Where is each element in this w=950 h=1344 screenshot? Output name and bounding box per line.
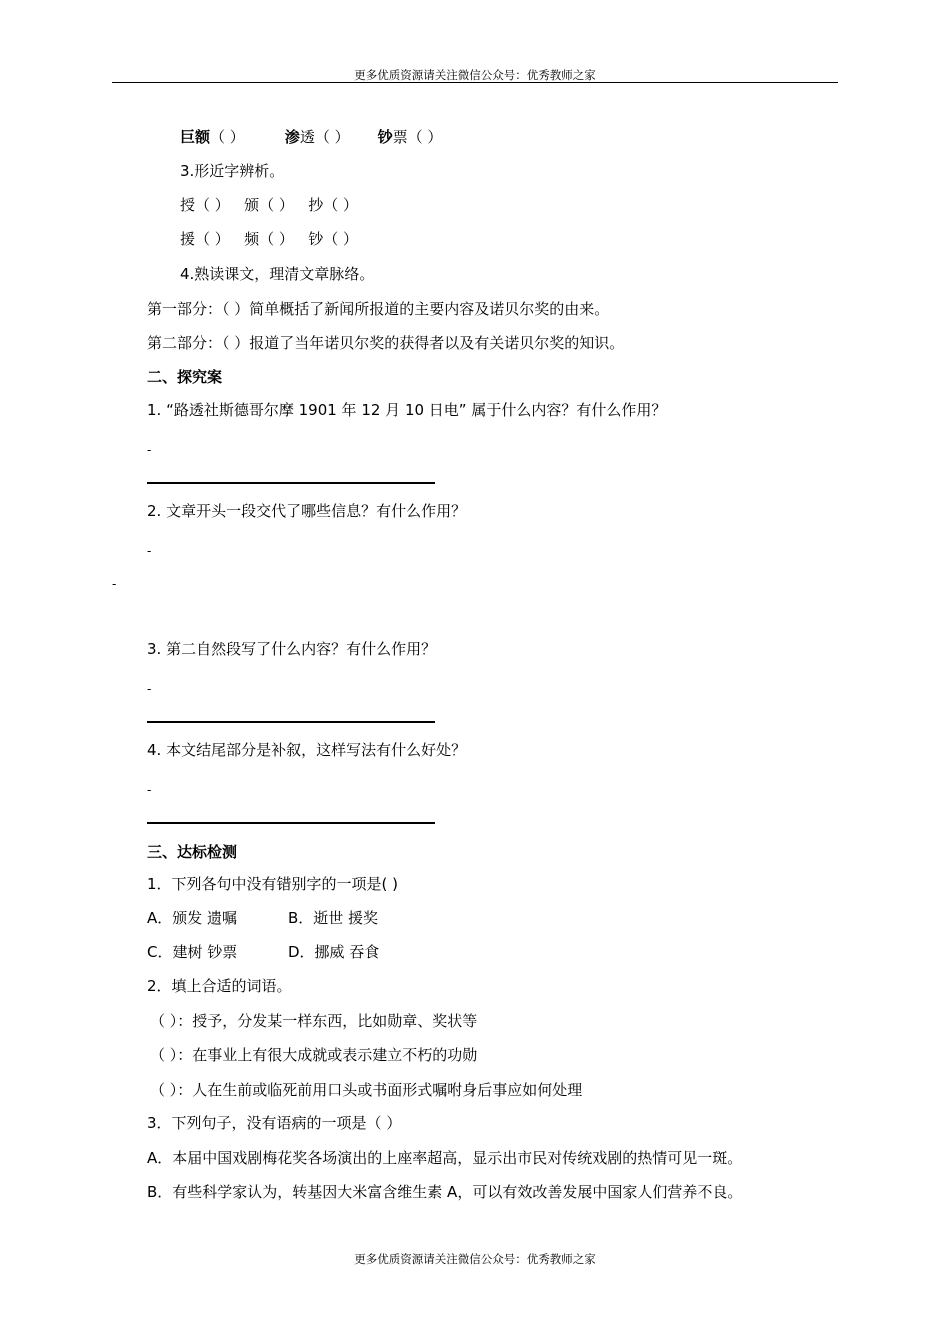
part-2: 第二部分：（ ）报道了当年诺贝尔奖的获得者以及有关诺贝尔奖的知识。 [147,334,625,352]
part-1: 第一部分：（ ）简单概括了新闻所报道的主要内容及诺贝尔奖的由来。 [147,300,610,318]
page-footer: 更多优质资源请关注微信公众号：优秀教师之家 [354,1252,596,1266]
similar-row-1 [180,195,358,215]
pinyin-row [180,127,442,147]
test-q3-option-b: B．有些科学家认为，转基因大米富含维生素 A，可以有效改善发展中国家人们营养不良。 [147,1183,743,1201]
explore-question-3: 3. 第二自然段写了什么内容？有什么作用？ [147,640,437,658]
option-b: B．逝世 援奖 [288,909,379,927]
similar-item: 频（ ） [244,230,294,248]
pinyin-item: 渗透（ ） [284,128,350,146]
answer-dash: - [147,544,152,558]
answer-line [147,822,435,824]
test-q3-option-a: A．本届中国戏剧梅花奖各场演出的上座率超高，显示出市民对传统戏剧的热情可见一斑。 [147,1149,743,1167]
answer-dash: - [147,443,152,457]
section-3-title: 三、达标检测 [147,843,238,861]
fill-blank-2: （ ）：在事业上有很大成就或表示建立不朽的功勋 [150,1046,478,1064]
answer-line [147,721,435,723]
similar-item: 抄（ ） [308,196,358,214]
similar-row-2 [180,229,358,249]
test-q3-stem: 3．下列句子，没有语病的一项是（ ） [147,1114,402,1132]
q4-title: 4.熟读课文，理清文章脉络。 [180,265,375,283]
similar-item: 援（ ） [180,230,230,248]
test-q1-options-row-2 [147,942,379,962]
similar-item: 钞（ ） [308,230,358,248]
test-q2-stem: 2．填上合适的词语。 [147,977,292,995]
explore-question-2: 2. 文章开头一段交代了哪些信息？有什么作用？ [147,502,467,520]
fill-blank-3: （ ）：人在生前或临死前用口头或书面形式嘱咐身后事应如何处理 [150,1081,583,1099]
answer-dash: - [147,682,152,696]
option-d: D．挪威 吞食 [288,943,380,961]
explore-question-1: 1. “路透社斯德哥尔摩 1901 年 12 月 10 日电” 属于什么内容？有什么作用？ [147,401,667,419]
answer-line [147,482,435,484]
section-2-title: 二、探究案 [147,368,223,386]
test-q1-options-row-1 [147,908,378,928]
similar-item: 授（ ） [180,196,230,214]
answer-dash: - [112,577,117,591]
page-header: 更多优质资源请关注微信公众号：优秀教师之家 [354,68,596,82]
option-c: C．建树 钞票 [147,943,238,961]
option-a: A．颁发 遗嘱 [147,909,238,927]
answer-dash: - [147,783,152,797]
pinyin-item: 巨额（ ） [180,128,245,146]
similar-item: 颁（ ） [244,196,294,214]
explore-question-4: 4. 本文结尾部分是补叙，这样写法有什么好处？ [147,741,467,759]
q3-title: 3.形近字辨析。 [180,162,285,180]
fill-blank-1: （ ）：授予，分发某一样东西，比如勋章、奖状等 [150,1012,478,1030]
header-divider [112,82,838,83]
pinyin-item: 钞票（ ） [377,128,443,146]
test-q1-stem: 1．下列各句中没有错别字的一项是( ) [147,875,399,893]
